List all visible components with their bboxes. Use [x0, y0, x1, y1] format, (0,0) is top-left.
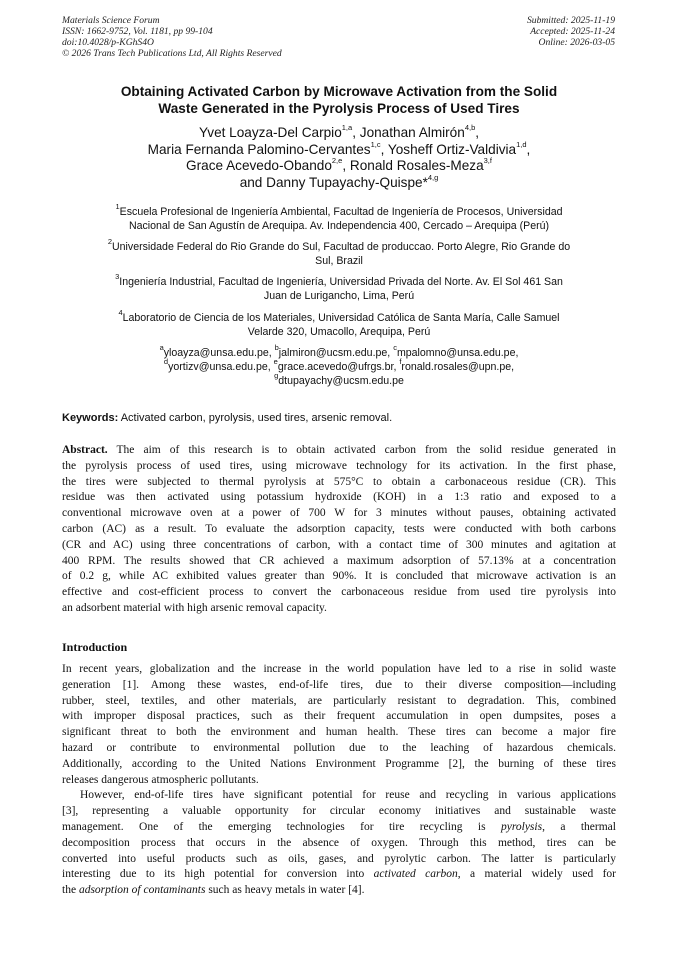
author-name: Danny Tupayachy-Quispe* [266, 174, 428, 190]
abstract-line: the pyrolysis process of used tires, using microwave technology for its activation. In the first phase, [62, 459, 616, 472]
intro-text: such as heavy metals in water [4]. [205, 884, 365, 897]
intro-line: [3], representing a valuable opportunity for circular economy initiatives and sustainable waste [62, 805, 616, 818]
email-mark: b [274, 343, 279, 353]
author-name: Yvet Loayza-Del Carpio [198, 125, 342, 140]
keywords [62, 411, 616, 425]
email-line-3 [62, 371, 616, 388]
intro-line: significant threat to both the environment and human health. These tires can become a major fire [62, 726, 616, 739]
author-mark: 3,f [483, 156, 492, 166]
affiliation-line [62, 202, 616, 219]
title-line-2: Waste Generated in the Pyrolysis Process of Used Tires [158, 101, 520, 116]
journal-copyright: © 2026 Trans Tech Publications Ltd, All Rights Reserved [62, 48, 282, 59]
intro-line [62, 867, 616, 883]
email-mark: d [163, 357, 169, 367]
affiliation-line: Velarde 320, Umacollo, Arequipa, Perú [247, 326, 431, 338]
abstract-line: (CR and AC) using three concentrations of carbon, with a contact time of 300 minutes and agitation at [62, 538, 616, 551]
author-mark: 1,d [516, 139, 527, 149]
abstract [62, 443, 616, 617]
affiliation-mark: 3 [115, 272, 120, 282]
author-name: Grace Acevedo-Obando [186, 158, 332, 173]
abstract-line [62, 443, 616, 459]
journal-name: Materials Science Forum [62, 15, 160, 26]
affiliation-2 [62, 237, 616, 268]
keywords-text: Activated carbon, pyrolysis, used tires, arsenic removal. [118, 412, 393, 424]
email-mark: f [399, 357, 402, 367]
intro-line: with improper disposal practices, such as their frequent accumulation in open dumpsites, poses a [62, 710, 616, 723]
intro-line: decomposition process that occurs in the absence of oxygen. Through this method, tires can be [62, 836, 616, 849]
abstract-text: The aim of this research is to obtain activated carbon from the solid residue generated in [107, 444, 616, 456]
author-name: Maria Fernanda Palomino-Cervantes [147, 141, 371, 157]
intro-line [62, 883, 616, 899]
email-mark: e [273, 357, 278, 367]
online-date: Online: 2026-03-05 [538, 37, 615, 48]
intro-line: Additionally, according to the United Nations Environment Programme [2], the burning of these tires [62, 757, 616, 770]
author-mark: 1,c [370, 139, 381, 149]
abstract-line: effective and cost-efficient process to convert the carbonaceous residue from used tire pyrolysis into [62, 586, 616, 599]
author-name: Jonathan Almirón [359, 125, 465, 140]
author-separator: , [526, 141, 531, 157]
author-list [62, 125, 616, 191]
author-line-4 [62, 172, 616, 192]
intro-text: , a material widely used for [457, 868, 616, 881]
email-d: yortizv@unsa.edu.pe [168, 361, 268, 373]
abstract-line: conventional microwave oven at a power of 700 W for 3 minutes without pauses, obtaining activated [62, 507, 616, 520]
affiliation-mark: 2 [107, 237, 112, 247]
author-name: Ronald Rosales-Meza [349, 158, 484, 173]
email-mark: a [159, 343, 164, 353]
author-emails [62, 343, 616, 388]
abstract-line: 400 RPM. The results showed that CR achieved a maximum adsorption of 57.13% at a concentration [62, 554, 616, 567]
affiliation-line: Nacional de San Agustín de Arequipa. Av. Independencia 400, Cercado – Arequipa (Perú) [128, 220, 550, 232]
abstract-line: of 0.2 g, while AC exhibited values greater than 90%. It is concluded that microwave activation is an [62, 570, 616, 583]
affiliation-line [62, 272, 616, 289]
accepted-date: Accepted: 2025-11-24 [530, 26, 615, 37]
author-separator: , [342, 158, 350, 173]
title-line-1: Obtaining Activated Carbon by Microwave Activation from the Solid [120, 84, 558, 99]
author-line-1 [62, 125, 616, 142]
email-e: grace.acevedo@ufrgs.br [277, 361, 394, 373]
intro-line: releases dangerous atmospheric pollutants. [62, 773, 259, 786]
author-separator: , [352, 125, 360, 140]
affiliation-line: Sul, Brazil [315, 255, 363, 267]
email-f: ronald.rosales@upn.pe [401, 361, 512, 373]
author-mark: 2,e [331, 156, 343, 166]
affiliation-mark: 4 [118, 308, 123, 318]
email-line-2: $^d$yortizv@unsa.edu.pe, $^e$grace.acevedo@ufrgs.br, $^f$ronald.rosales@upn.pe, [163, 357, 515, 373]
keywords-label: Keywords: [62, 412, 119, 424]
author-separator: , [475, 125, 480, 140]
author-mark: 1,a [341, 123, 353, 133]
intro-italic: activated carbon [373, 868, 458, 881]
email-line-1: $^a$yloayza@unsa.edu.pe, $^b$jalmiron@ucsm.edu.pe, $^c$mpalomno@unsa.edu.pe, [159, 343, 519, 359]
abstract-label: Abstract. [62, 444, 108, 456]
intro-line: In recent years, globalization and the increase in the world population have led to a rise in solid waste [62, 663, 616, 675]
email-mark: g [274, 371, 279, 381]
email-g: dtupayachy@ucsm.edu.pe [278, 375, 404, 387]
abstract-line: residue was then activated using potassium hydroxide (KOH) in a 1:3 ratio and exposed to a [62, 491, 616, 504]
intro-line: However, end-of-life tires have significant potential for reuse and recycling in various applications [80, 789, 616, 802]
intro-text: management. One of the emerging technologies for tire recycling is [62, 820, 501, 833]
affiliation-4 [62, 308, 616, 339]
intro-italic: adsorption of contaminants [78, 884, 206, 897]
journal-header [62, 15, 282, 59]
intro-italic: pyrolysis [500, 820, 543, 833]
introduction-body [62, 662, 616, 899]
paper-title [62, 83, 616, 117]
intro-line [62, 820, 616, 836]
intro-text: , a thermal [542, 820, 616, 833]
abstract-line: carbon (AC) as a result. To evaluate the adsorption capacity, tests were conducted with both carbons [62, 522, 616, 535]
affiliation-1 [62, 202, 616, 233]
email-b: jalmiron@ucsm.edu.pe [278, 347, 388, 359]
author-mark: 4,b [464, 123, 476, 133]
intro-line: rubber, steel, textiles, and other materials, are particularly resistant to degradation. This, combined [62, 694, 616, 707]
author-name: Yosheff Ortiz-Valdivia [387, 141, 517, 157]
affiliation-text: Laboratorio de Ciencia de los Materiales, Universidad Católica de Santa María, Calle Samuel [122, 312, 560, 324]
affiliation-line [62, 237, 616, 254]
abstract-line: an adsorbent material with high arsenic removal capacity. [62, 601, 327, 614]
affiliation-text: Ingeniería Industrial, Facultad de Ingeniería, Universidad Privada del Norte. Av. El Sol 461 San [119, 276, 563, 288]
affiliation-text: Escuela Profesional de Ingeniería Ambiental, Facultad de Ingeniería de Procesos, Universidad [119, 206, 563, 218]
intro-text: interesting due to its high potential for conversion into [62, 868, 374, 881]
dates-header [527, 15, 615, 48]
affiliation-line [62, 308, 616, 325]
journal-issn: ISSN: 1662-9752, Vol. 1181, pp 99-104 [62, 26, 213, 37]
author-line-3 [62, 158, 616, 175]
affiliation-mark: 1 [115, 202, 120, 212]
author-mark: 4,g [427, 172, 439, 182]
intro-line: converted into useful products such as oils, gases, and pyrolytic carbon. The latter is particularly [62, 852, 616, 865]
author-separator: , [380, 141, 388, 157]
intro-text: the [62, 884, 79, 897]
submitted-date: Submitted: 2025-11-19 [526, 15, 615, 26]
email-c: mpalomno@unsa.edu.pe [396, 347, 516, 359]
abstract-line: the tires were subjected to thermal pyrolysis at 575°C to obtain a carbonaceous residue (CR). This [62, 475, 616, 488]
journal-doi: doi:10.4028/p-KGhS4O [62, 37, 154, 48]
affiliation-line: Juan de Lurigancho, Lima, Perú [263, 290, 415, 302]
email-mark: c [393, 343, 397, 353]
intro-line: generation [1]. Among these wastes, end-of-life tires, due to their diverse composition—including [62, 678, 616, 691]
affiliation-text: Universidade Federal do Rio Grande do Sul, Facultad de produccao. Porto Alegre, Rio Grande do [112, 241, 571, 253]
introduction-heading: Introduction [62, 640, 128, 654]
intro-line: hazard or contribute to environmental pollution due to the leaching of hazardous chemicals. [62, 741, 616, 754]
email-a: yloayza@unsa.edu.pe [163, 347, 269, 359]
affiliation-3 [62, 272, 616, 303]
author-conjunction: and [239, 174, 267, 190]
